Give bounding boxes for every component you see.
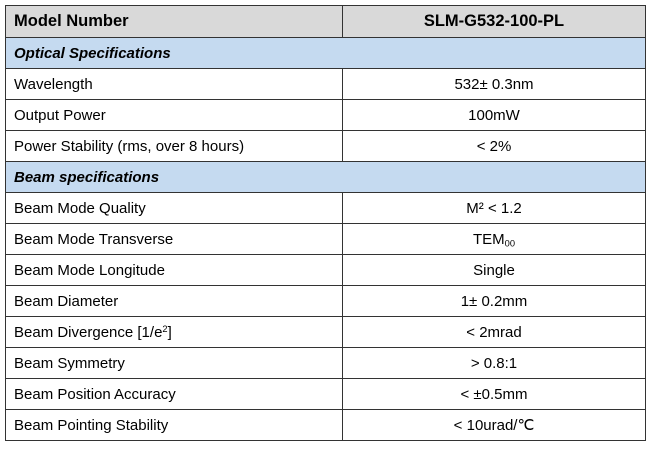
spec-value-beam-pointing-stability: < 10urad/℃	[343, 410, 646, 441]
header-row	[6, 6, 646, 38]
spec-value-beam-mode-longitude: Single	[343, 255, 646, 286]
value-subscript: 00	[504, 237, 515, 248]
spec-label-beam-diameter: Beam Diameter	[6, 286, 343, 317]
spec-label-beam-mode-transverse: Beam Mode Transverse	[6, 224, 343, 255]
spec-label-beam-pointing-stability: Beam Pointing Stability	[6, 410, 343, 441]
spec-label-beam-mode-quality: Beam Mode Quality	[6, 193, 343, 224]
value-main-text: TEM	[472, 230, 505, 248]
spec-row-beam-mode-transverse	[6, 224, 646, 255]
section-title-optical: Optical Specifications	[6, 38, 646, 69]
spec-value-beam-mode-quality: M² < 1.2	[343, 193, 646, 224]
spec-label-beam-position-accuracy: Beam Position Accuracy	[6, 379, 343, 410]
spec-value-beam-divergence: < 2mrad	[343, 317, 646, 348]
spec-row-beam-mode-quality	[6, 193, 646, 224]
label-superscript: 2	[162, 323, 168, 334]
label-main-text: Beam Divergence [1/e	[14, 323, 163, 341]
spec-label-beam-mode-longitude: Beam Mode Longitude	[6, 255, 343, 286]
spec-row-beam-divergence	[6, 317, 646, 348]
spec-row-beam-pointing-stability	[6, 410, 646, 441]
spec-value-beam-mode-transverse	[343, 224, 646, 255]
spec-sheet	[5, 5, 646, 441]
header-label: Model Number	[6, 6, 343, 38]
section-row-beam	[6, 162, 646, 193]
section-row-optical	[6, 38, 646, 69]
spec-label-wavelength: Wavelength	[6, 69, 343, 100]
spec-row-wavelength	[6, 69, 646, 100]
spec-row-output-power	[6, 100, 646, 131]
spec-label-power-stability: Power Stability (rms, over 8 hours)	[6, 131, 343, 162]
spec-table	[5, 5, 646, 441]
spec-value-wavelength: 532± 0.3nm	[343, 69, 646, 100]
spec-row-power-stability	[6, 131, 646, 162]
label-end-text: ]	[167, 323, 172, 341]
spec-row-beam-symmetry	[6, 348, 646, 379]
spec-value-output-power: 100mW	[343, 100, 646, 131]
spec-label-output-power: Output Power	[6, 100, 343, 131]
model-number-value: SLM-G532-100-PL	[343, 6, 646, 38]
spec-value-power-stability: < 2%	[343, 131, 646, 162]
spec-value-beam-position-accuracy: < ±0.5mm	[343, 379, 646, 410]
spec-row-beam-mode-longitude	[6, 255, 646, 286]
section-title-beam: Beam specifications	[6, 162, 646, 193]
spec-label-beam-divergence	[6, 317, 343, 348]
spec-row-beam-position-accuracy	[6, 379, 646, 410]
spec-value-beam-diameter: 1± 0.2mm	[343, 286, 646, 317]
spec-row-beam-diameter	[6, 286, 646, 317]
spec-value-beam-symmetry: > 0.8:1	[343, 348, 646, 379]
spec-label-beam-symmetry: Beam Symmetry	[6, 348, 343, 379]
